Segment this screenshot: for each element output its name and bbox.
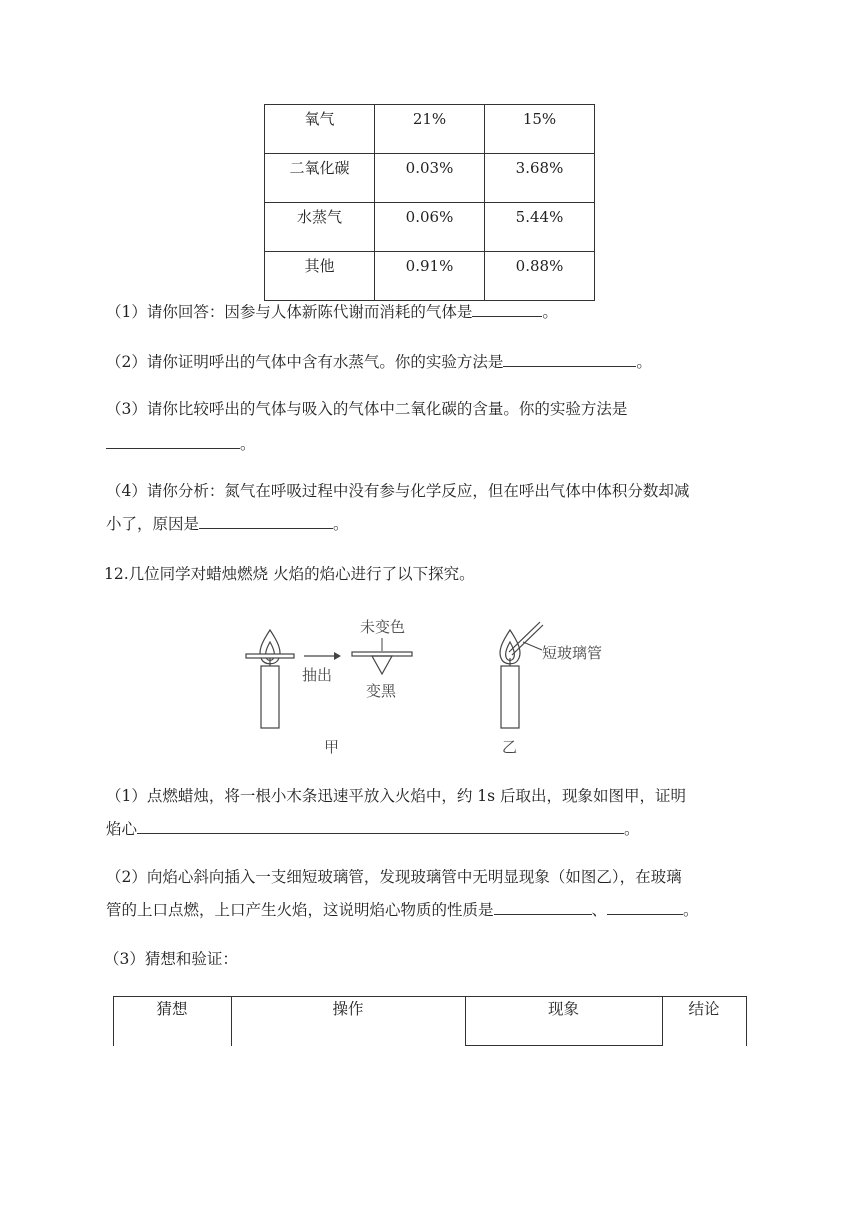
- label-yi: 乙: [502, 738, 518, 756]
- table-cell: 15%: [485, 105, 595, 154]
- answer-blank[interactable]: [137, 818, 624, 834]
- header-operation: 操作: [332, 1000, 364, 1018]
- header-phenomenon: 现象: [547, 1000, 579, 1018]
- header-conclusion: 结论: [688, 1000, 720, 1018]
- question-4: （4）请你分析：氮气在呼吸过程中没有参与化学反应，但在呼出气体中体积分数却减: [106, 482, 690, 500]
- header-guess: 猜想: [156, 1000, 188, 1018]
- answer-blank[interactable]: [106, 433, 240, 449]
- table-row: [265, 154, 595, 203]
- table-row: [265, 105, 595, 154]
- stick-after: [352, 652, 412, 674]
- answer-blank[interactable]: [494, 899, 592, 915]
- problem-12-part-3: （3）猜想和验证：: [104, 950, 238, 968]
- table-cell: 二氧化碳: [265, 154, 375, 203]
- answer-blank[interactable]: [503, 351, 636, 367]
- table-row: [265, 252, 595, 301]
- question-2: （2）请你证明呼出的气体中含有水蒸气。你的实验方法是 。: [106, 353, 652, 371]
- problem-12-title: 12.几位同学对蜡烛燃烧 火焰的焰心进行了以下探究。: [104, 565, 475, 583]
- answer-blank[interactable]: [607, 899, 683, 915]
- table-cell: 其他: [265, 252, 375, 301]
- table-cell: 0.03%: [375, 154, 485, 203]
- question-4-line-2: 小了，原因是 。: [106, 515, 349, 533]
- table-cell: 0.88%: [485, 252, 595, 301]
- arrow-pull-out: [304, 652, 341, 660]
- table-cell: 水蒸气: [265, 203, 375, 252]
- candle-yi: [500, 622, 543, 728]
- label-pull-out: 抽出: [302, 666, 333, 684]
- question-3: （3）请你比较呼出的气体与吸入的气体中二氧化碳的含量。你的实验方法是: [106, 400, 628, 418]
- problem-12-part-1-line-2: 焰心 。: [106, 820, 640, 838]
- verification-table: [113, 996, 747, 1046]
- question-1: （1）请你回答：因参与人体新陈代谢而消耗的气体是 。: [106, 303, 558, 321]
- problem-12-part-1: （1）点燃蜡烛，将一根小木条迅速平放入火焰中，约 1s 后取出，现象如图甲，证明: [106, 787, 687, 805]
- table-cell: 21%: [375, 105, 485, 154]
- table-cell: 5.44%: [485, 203, 595, 252]
- candle-experiment-figure: [240, 608, 620, 758]
- gas-composition-table: [264, 104, 595, 301]
- answer-blank[interactable]: [199, 513, 333, 529]
- question-3-answer: 。: [106, 433, 256, 455]
- table-cell: 3.68%: [485, 154, 595, 203]
- label-jia: 甲: [324, 738, 340, 756]
- label-unchanged: 未变色: [360, 618, 406, 636]
- table-cell: 0.91%: [375, 252, 485, 301]
- problem-12-part-2-line-2: 管的上口点燃，上口产生火焰，这说明焰心物质的性质是 、 。: [106, 901, 699, 919]
- table-cell: 0.06%: [375, 203, 485, 252]
- label-glass-tube: 短玻璃管: [542, 644, 603, 662]
- candle-jia: [246, 630, 294, 728]
- problem-12-part-2: （2）向焰心斜向插入一支细短玻璃管，发现玻璃管中无明显现象（如图乙），在玻璃: [106, 868, 682, 886]
- table-row: [265, 203, 595, 252]
- label-blackened: 变黑: [366, 682, 397, 700]
- table-cell: 氧气: [265, 105, 375, 154]
- answer-blank[interactable]: [472, 301, 542, 317]
